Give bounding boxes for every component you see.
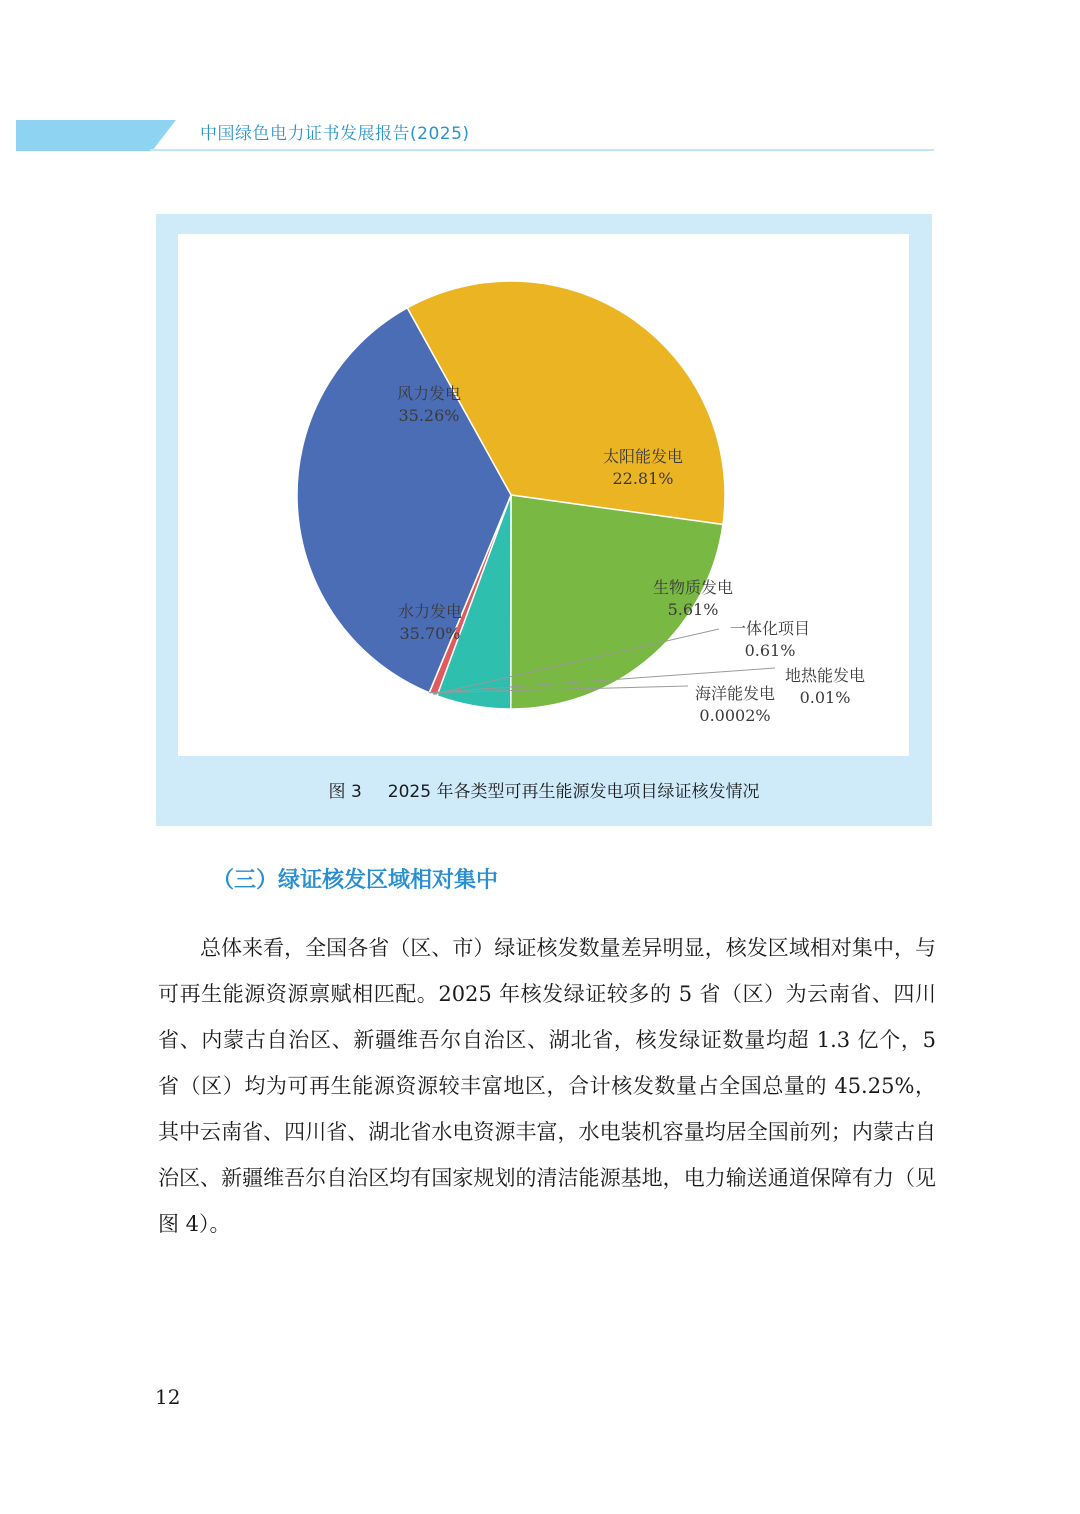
slice-name-label: 水力发电 [397, 602, 463, 621]
chart-panel [178, 234, 909, 756]
section-heading: （三）绿证核发区域相对集中 [212, 868, 499, 893]
slice-value-label: 35.70% [399, 624, 461, 643]
pie-chart [178, 234, 909, 756]
slice-name-label: 一体化项目 [729, 619, 811, 638]
running-header-title: 中国绿色电力证书发展报告(2025) [200, 124, 470, 144]
header-rule [150, 149, 934, 151]
slice-value-label: 35.26% [398, 406, 460, 425]
figure-number: 图 3 [328, 781, 362, 802]
figure-caption-text: 2025 年各类型可再生能源发电项目绿证核发情况 [387, 781, 760, 802]
slice-name-label: 海洋能发电 [694, 684, 776, 703]
slice-value-label: 0.01% [799, 688, 851, 707]
slice-name-label: 地热能发电 [784, 666, 866, 685]
slice-value-label: 22.81% [612, 469, 674, 488]
page-number: 12 [155, 1385, 181, 1409]
slice-name-label: 生物质发电 [652, 578, 734, 597]
header-decoration-band [16, 120, 176, 151]
slice-value-label: 5.61% [667, 600, 719, 619]
slice-value-label: 0.61% [744, 641, 796, 660]
body-paragraph: 总体来看，全国各省（区、市）绿证核发数量差异明显，核发区域相对集中，与可再生能源资源禀赋相匹配。2025 年核发绿证较多的 5 省（区）为云南省、四川省、内蒙古自治区、新疆维吾尔自治区、湖北省，核发绿证数量均超 1.3 亿个，5 省（区）均为可再生能源资源较丰富地区，合计核发数量占全国总量的 45.25%，其中云南省、四川省、湖北省水电资源丰富，水电装机容量均居全国前列；内蒙古自治区、新疆维吾尔自治区均有国家规划的清洁能源基地，电力输送通道保障有力（见图 4）。 [158, 936, 936, 1236]
slice-name-label: 风力发电 [396, 384, 462, 403]
figure-caption [156, 772, 932, 806]
slice-name-label: 太阳能发电 [602, 447, 684, 466]
slice-value-label: 0.0002% [699, 706, 771, 725]
